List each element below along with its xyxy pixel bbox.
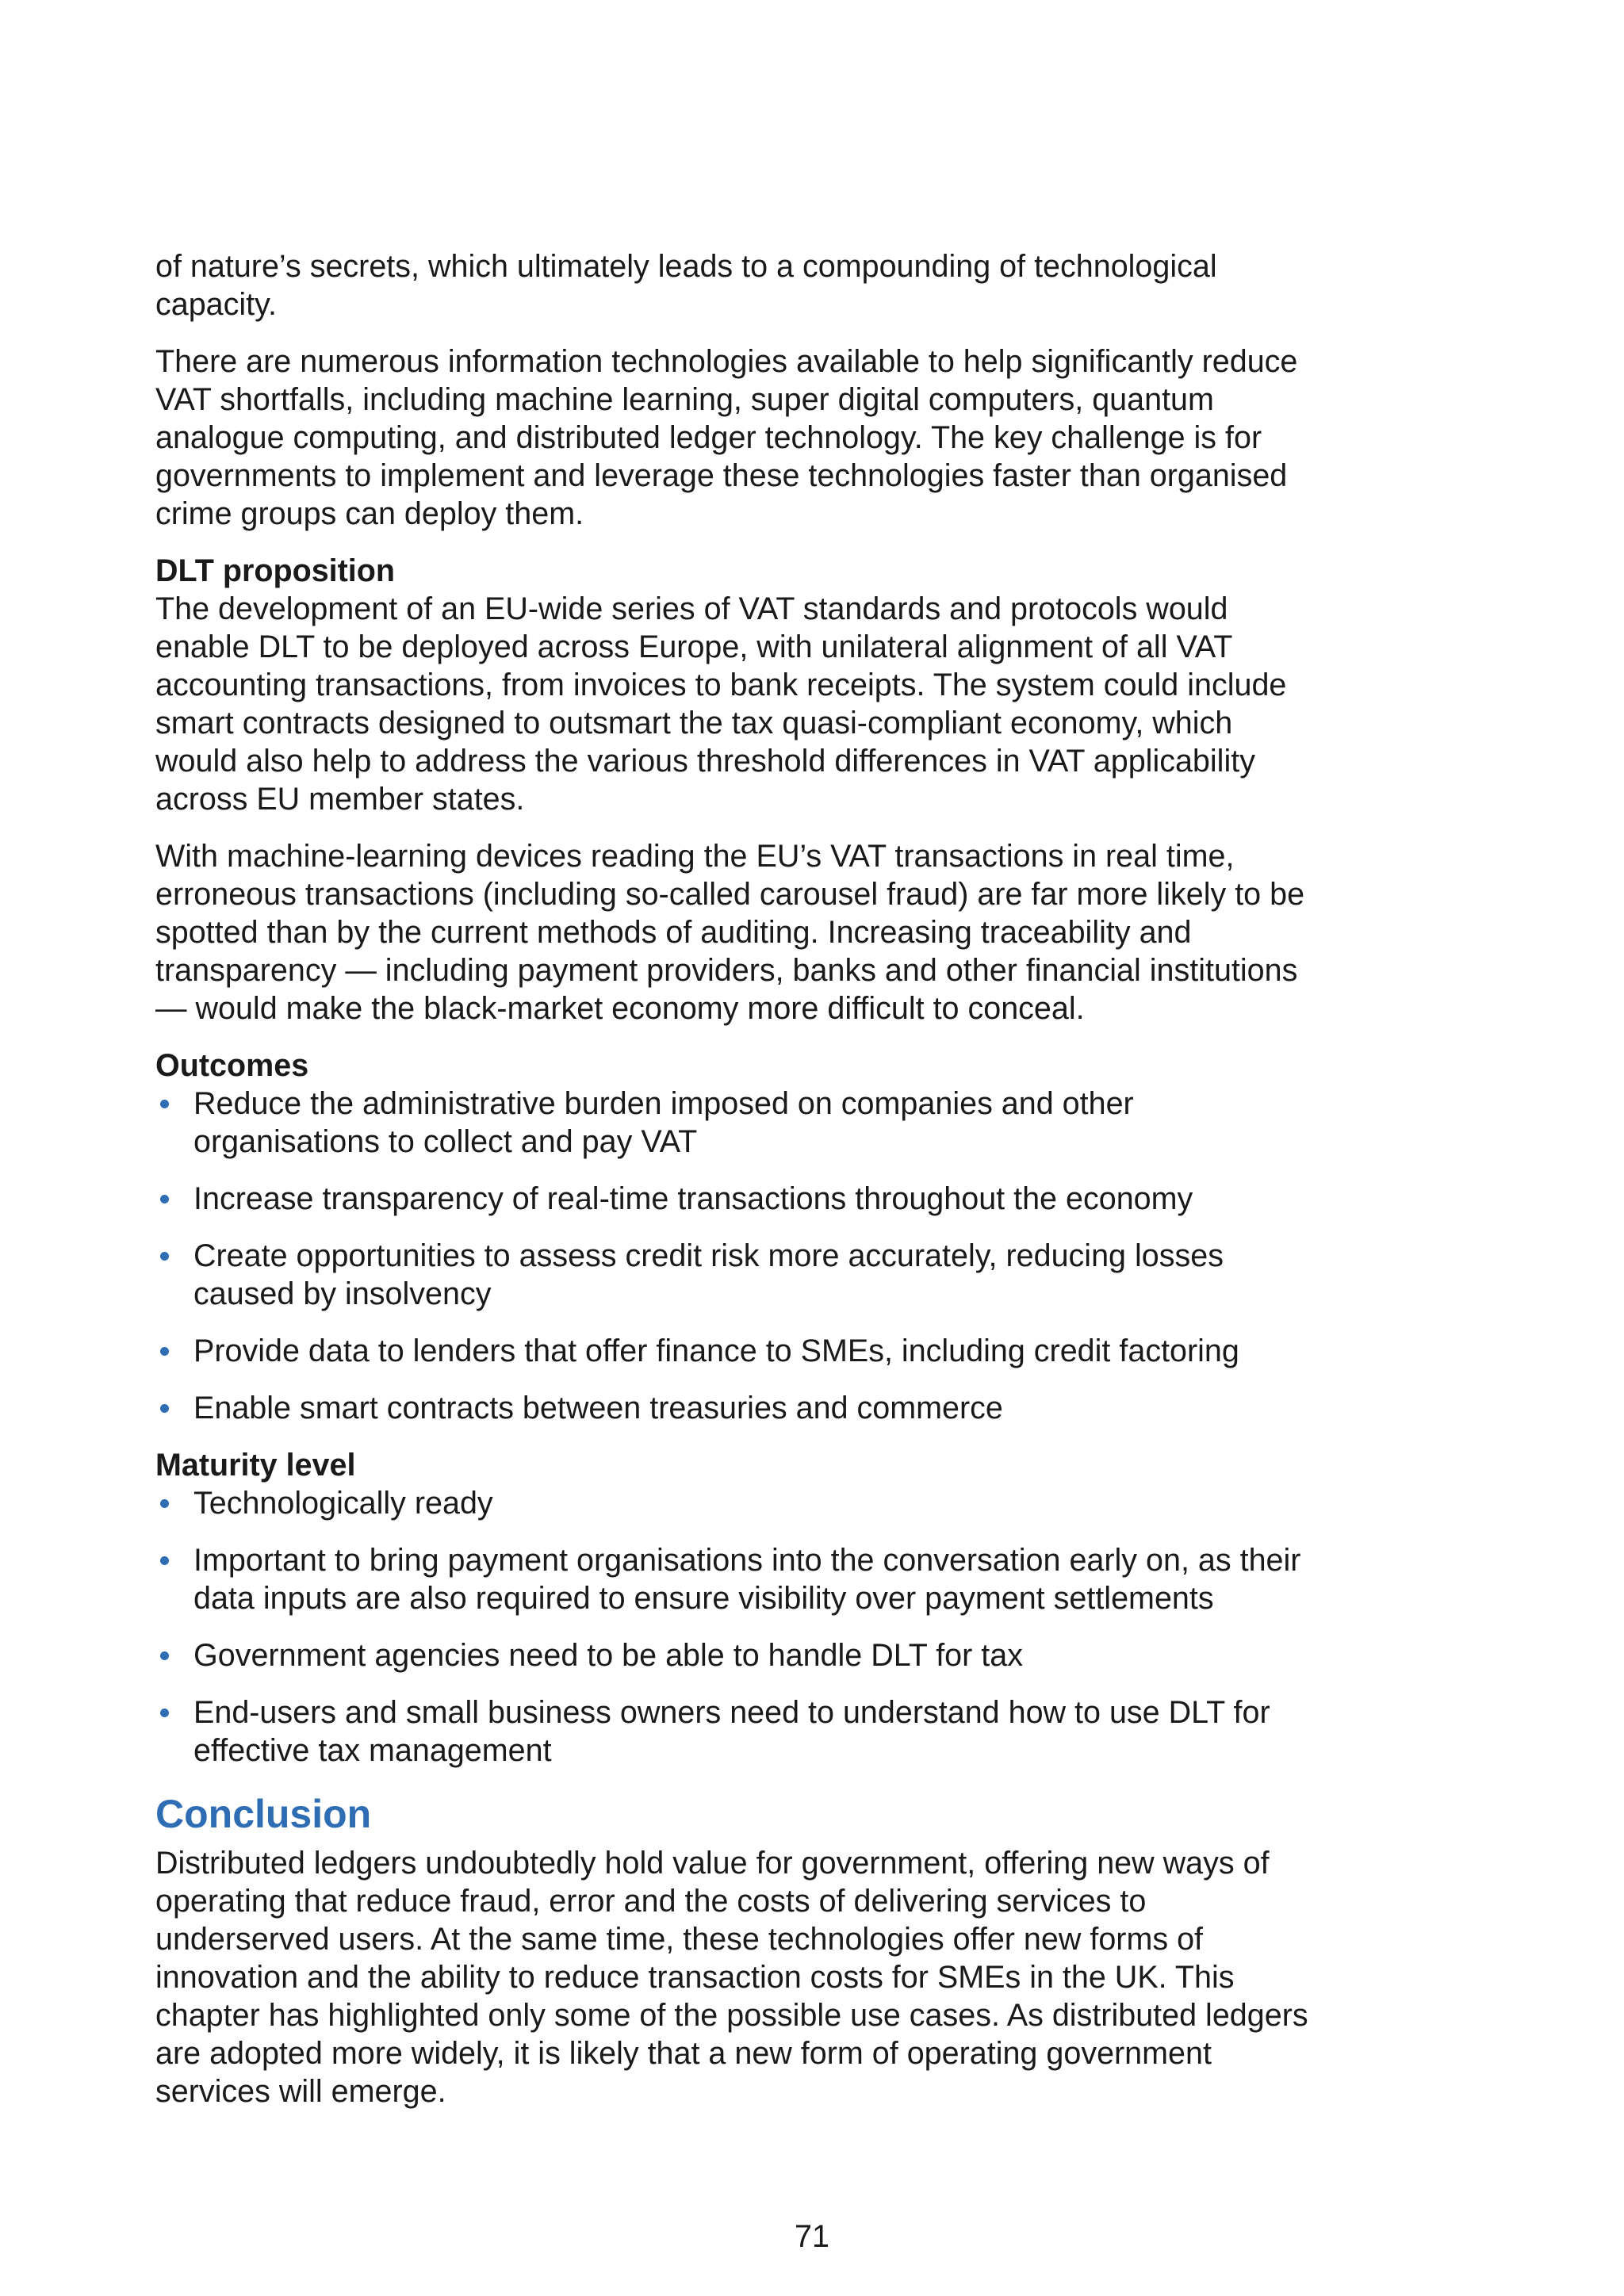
outcome-text: Increase transparency of real-time transactions throughout the economy [193,1181,1193,1216]
outcome-item [155,1332,1321,1370]
maturity-item [155,1541,1321,1617]
outcomes-heading: Outcomes [155,1048,309,1083]
bullet-icon [160,1556,169,1565]
maturity-text: End-users and small business owners need to understand how to use DLT for effective tax management [193,1695,1270,1768]
bullet-icon [160,1651,169,1660]
bullet-icon [160,1100,169,1108]
dlt-proposition-paragraph-2: With machine-learning devices reading the EU’s VAT transactions in real time, erroneous transactions (including so-called carousel fraud) are far more likely to be spotted than by the current methods of auditing. Increasing traceability and transparency — including payment providers, banks and other financial institutions — would make the black-market economy more difficult to conceal. [155,839,1305,1026]
conclusion-heading: Conclusion [155,1792,372,1836]
maturity-item [155,1693,1321,1770]
dlt-proposition-paragraph-1: The development of an EU-wide series of VAT standards and protocols would enable DLT to be deployed across Europe, with unilateral alignment of all VAT accounting transactions, from invoices to bank receipts. The system could include smart contracts designed to outsmart the tax quasi-compliant economy, which would also help to address the various threshold differences in VAT applicability across EU member states. [155,591,1287,817]
bullet-icon [160,1499,169,1508]
outcome-item [155,1237,1321,1313]
outcome-item [155,1180,1321,1218]
dlt-proposition-heading: DLT proposition [155,553,396,588]
maturity-item [155,1484,1321,1522]
outcome-text: Enable smart contracts between treasuries and commerce [193,1391,1003,1425]
bullet-icon [160,1347,169,1356]
conclusion-paragraph: Distributed ledgers undoubtedly hold value for government, offering new ways of operating that reduce fraud, error and the costs of delivering services to underserved users. At the same time, these technologies offer new forms of innovation and the ability to reduce transaction costs for SMEs in the UK. This chapter has highlighted only some of the possible use cases. As distributed ledgers are adopted more widely, it is likely that a new form of operating government services will emerge. [155,1846,1308,2109]
maturity-text: Important to bring payment organisations into the conversation early on, as their data inputs are also required to ensure visibility over payment settlements [193,1543,1301,1616]
outcome-text: Create opportunities to assess credit risk more accurately, reducing losses caused by insolvency [193,1238,1224,1311]
outcome-text: Provide data to lenders that offer finance to SMEs, including credit factoring [193,1334,1239,1368]
maturity-text: Government agencies need to be able to handle DLT for tax [193,1638,1023,1673]
maturity-list [155,1484,1321,1770]
page-content [155,247,1321,2130]
intro-paragraph-continued: of nature’s secrets, which ultimately leads to a compounding of technological capacity. [155,249,1217,322]
outcome-item [155,1389,1321,1427]
intro-paragraph: There are numerous information technologies available to help significantly reduce VAT shortfalls, including machine learning, super digital computers, quantum analogue computing, and distributed ledger technology. The key challenge is for governments to implement and leverage these technologies faster than organised crime groups can deploy them. [155,344,1298,531]
outcome-text: Reduce the administrative burden imposed on companies and other organisations to collect and pay VAT [193,1086,1134,1159]
bullet-icon [160,1404,169,1413]
maturity-level-heading: Maturity level [155,1448,356,1483]
outcomes-list [155,1085,1321,1427]
maturity-text: Technologically ready [193,1486,493,1521]
bullet-icon [160,1195,169,1203]
bullet-icon [160,1252,169,1261]
maturity-item [155,1636,1321,1674]
outcome-item [155,1085,1321,1161]
bullet-icon [160,1709,169,1717]
page-number: 71 [795,2219,829,2254]
